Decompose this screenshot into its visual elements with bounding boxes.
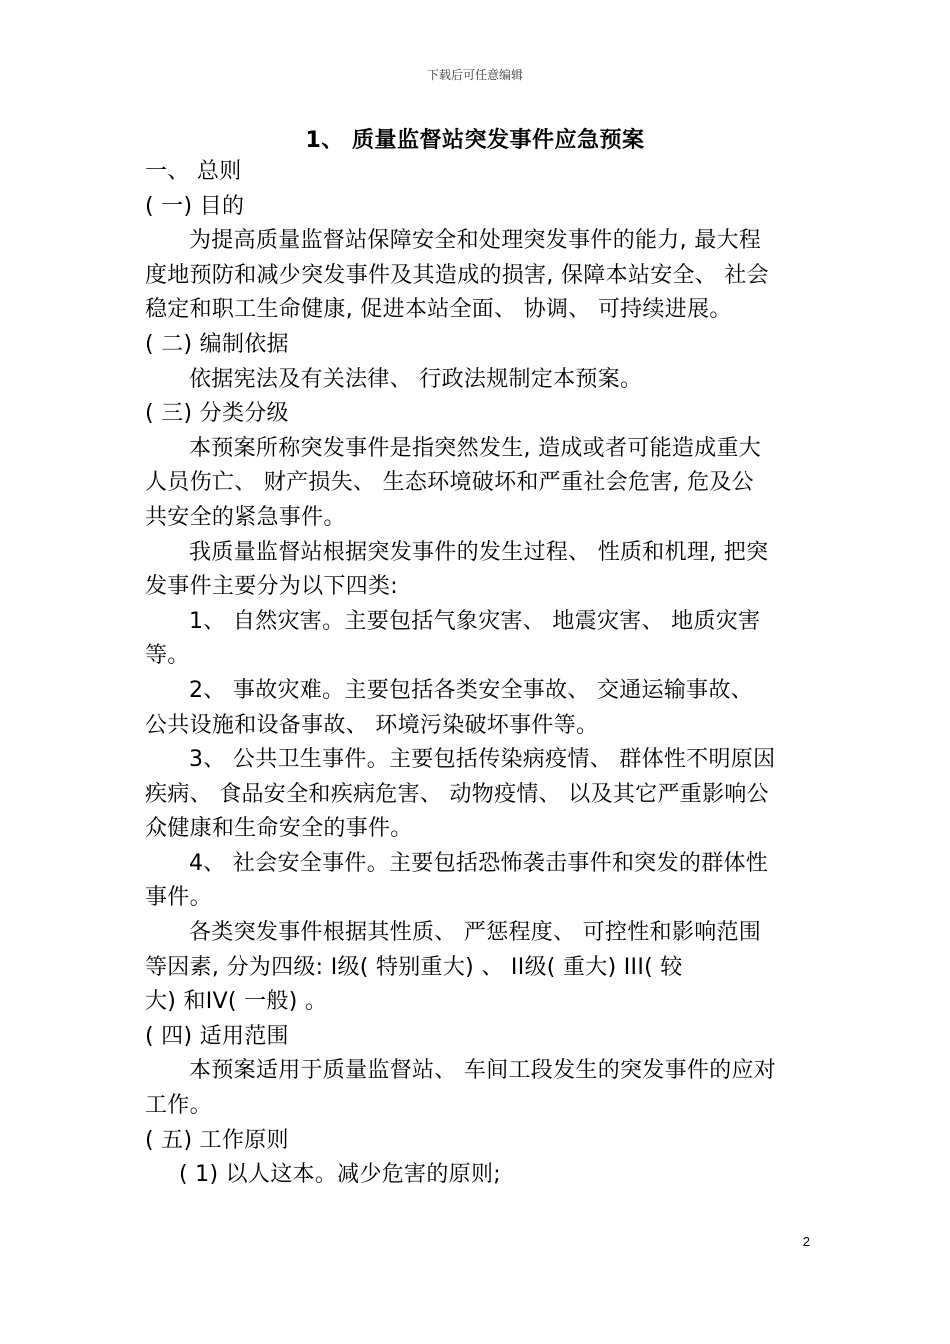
header-note: 下载后可任意编辑 <box>426 68 523 82</box>
text-line: 3、 公共卫生事件。主要包括传染病疫情、 群体性不明原因 <box>189 747 776 773</box>
text-line: ( 四) 适用范围 <box>145 1023 289 1049</box>
text-line: ( 二) 编制依据 <box>145 331 289 357</box>
text-line: ( 三) 分类分级 <box>145 401 289 427</box>
text-line: 人员伤亡、 财产损失、 生态环境破坏和严重社会危害, 危及公 <box>145 470 754 496</box>
text-line: 为提高质量监督站保障安全和处理突发事件的能力, 最大程 <box>189 228 762 254</box>
text-line: 本预案所称突发事件是指突然发生, 造成或者可能造成重大 <box>189 435 762 461</box>
text-line: 4、 社会安全事件。主要包括恐怖袭击事件和突发的群体性 <box>189 850 769 876</box>
text-line: 等。 <box>145 643 190 669</box>
text-line: 依据宪法及有关法律、 行政法规制定本预案。 <box>189 366 643 392</box>
text-line: 众健康和生命安全的事件。 <box>145 816 413 842</box>
text-line: 发事件主要分为以下四类: <box>145 574 399 600</box>
text-line: 大) 和IV( 一般) 。 <box>145 989 328 1015</box>
text-line: 各类突发事件根据其性质、 严惩程度、 可控性和影响范围 <box>189 920 762 946</box>
text-line: 事件。 <box>145 885 212 911</box>
text-line: 等因素, 分为四级: I级( 特别重大) 、 II级( 重大) III( 较 <box>145 954 683 980</box>
text-line: 稳定和职工生命健康, 促进本站全面、 协调、 可持续进展。 <box>145 297 732 323</box>
text-line: 公共设施和设备事故、 环境污染破坏事件等。 <box>145 712 599 738</box>
text-line: 我质量监督站根据突发事件的发生过程、 性质和机理, 把突 <box>189 539 769 565</box>
text-line: 疾病、 食品安全和疾病危害、 动物疫情、 以及其它严重影响公 <box>145 781 769 807</box>
text-line: 本预案适用于质量监督站、 车间工段发生的突发事件的应对 <box>189 1058 777 1084</box>
document-title: 1、 质量监督站突发事件应急预案 <box>305 128 645 153</box>
text-line: 度地预防和减少突发事件及其造成的损害, 保障本站安全、 社会 <box>145 262 769 288</box>
page-number: 2 <box>802 1234 810 1249</box>
text-line: 一、 总则 <box>145 159 242 184</box>
text-line: ( 1) 以人这本。减少危害的原则; <box>179 1162 501 1188</box>
text-line: 1、 自然灾害。主要包括气象灾害、 地震灾害、 地质灾害 <box>189 608 761 634</box>
text-line: 工作。 <box>145 1093 212 1119</box>
text-line: ( 一) 目的 <box>145 193 245 219</box>
text-line: 共安全的紧急事件。 <box>145 504 346 530</box>
text-line: ( 五) 工作原则 <box>145 1127 289 1153</box>
text-line: 2、 事故灾难。主要包括各类安全事故、 交通运输事故、 <box>189 677 754 703</box>
document-body <box>145 155 810 1193</box>
